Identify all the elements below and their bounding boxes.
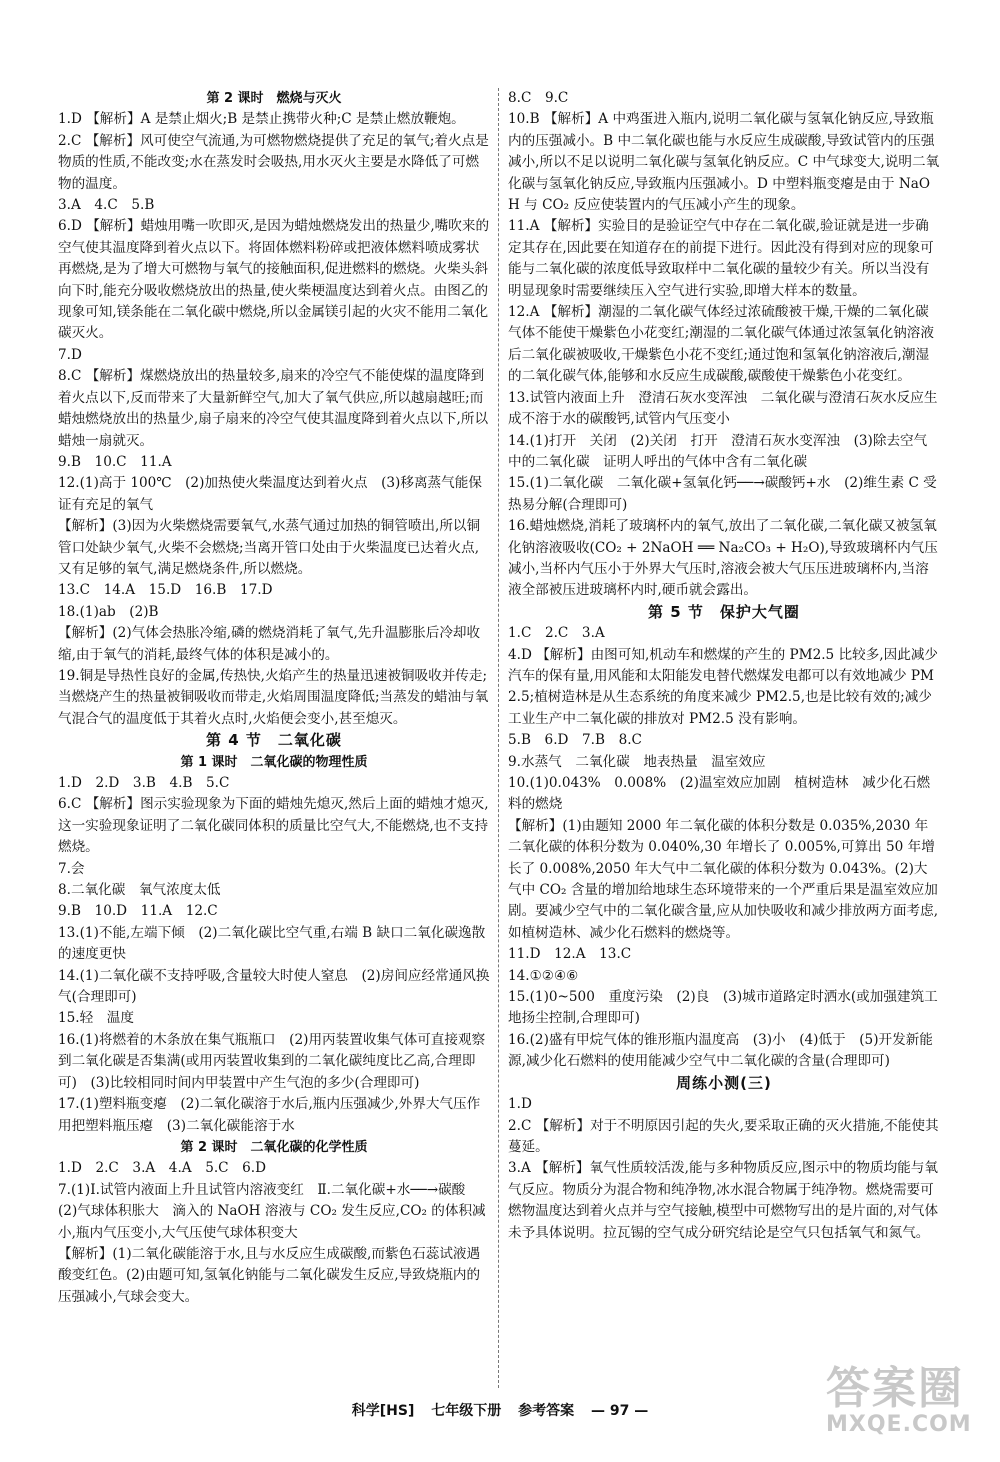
answer-line: 7.(1)Ⅰ.试管内液面上升且试管内溶液变红 Ⅱ.二氧化碳+水──→碳酸 (2)气球体积胀大 滴入的 NaOH 溶液与 CO₂ 发生反应,CO₂ 的体积减小,瓶内气压变小,大气压使气球体积变大	[58, 1181, 486, 1241]
answer-line: 13.(1)不能,左端下倾 (2)二氧化碳比空气重,右端 B 缺口二氧化碳逸散的速度更快	[58, 924, 486, 963]
answer-line: 2.C 【解析】风可使空气流通,为可燃物燃烧提供了充足的氧气;着火点是物质的性质,不能改变;水在蒸发时会吸热,用水灭火主要是水降低了可燃物的温度。	[58, 132, 489, 192]
answer-line: 【解析】(3)因为火柴燃烧需要氧气,水蒸气通过加热的铜管喷出,所以铜管口处缺少氧气,火柴不会燃烧;当离开管口处由于火柴温度已达着火点,又有足够的氧气,满足燃烧条件,所以燃烧。	[58, 518, 481, 577]
answer-line: 11.A 【解析】实验目的是验证空气中存在二氧化碳,验证就是进一步确定其存在,因此要在知道存在的前提下进行。因此没有得到对应的现象可能与二氧化碳的浓度低导致取样中二氧化碳的量较少有关。所以当没有明显现象时需要继续压入空气进行实验,即增大样本的数量。	[508, 218, 934, 299]
page-number: — 97 —	[591, 1403, 649, 1419]
answer-line: 7.会	[58, 860, 85, 877]
answer-line: 8.C 9.C	[508, 90, 569, 106]
watermark-text: 答案圈	[826, 1363, 964, 1414]
answer-line: 1.D 【解析】A 是禁止烟火;B 是禁止携带火种;C 是禁止燃放鞭炮。	[58, 111, 465, 128]
answer-line: 1.D	[508, 1096, 532, 1113]
footer-grade: 七年级下册	[431, 1403, 502, 1419]
answer-line: 15.轻 温度	[58, 1010, 134, 1027]
answer-line: 11.D 12.A 13.C	[508, 946, 632, 963]
answer-line: 6.D 【解析】蜡烛用嘴一吹即灭,是因为蜡烛燃烧发出的热量少,嘴吹来的空气使其温度降到着火点以下。将固体燃料粉碎或把液体燃料喷成雾状再燃烧,是为了增大可燃物与氧气的接触面积,促进燃料的燃烧。火柴头斜向下时,能充分吸收燃烧放出的热量,使火柴梗温度达到着火点。由图乙的现象可知,镁条能在二氧化碳中燃烧,所以金属镁引起的火灾不能用二氧化碳灭火。	[58, 218, 490, 342]
section-title: 第 2 课时 二氧化碳的化学性质	[180, 1139, 368, 1155]
watermark-url: MXQE.COM	[826, 1412, 972, 1437]
left-column	[58, 88, 490, 1308]
answer-line: 15.(1)二氧化碳 二氧化碳+氢氧化钙──→碳酸钙+水 (2)维生素 C 受热易分解(合理即可)	[508, 475, 937, 513]
answer-line: 10.(1)0.043% 0.008% (2)温室效应加剧 植树造林 减少化石燃料的燃烧	[508, 775, 931, 813]
answer-line: 【解析】(1)二氧化碳能溶于水,且与水反应生成碳酸,而紫色石蕊试液遇酸变红色。(2)由题可知,氢氧化钠能与二氧化碳发生反应,导致烧瓶内的压强减小,气球会变大。	[58, 1245, 481, 1305]
answer-line: 17.(1)塑料瓶变瘪 (2)二氧化碳溶于水后,瓶内压强减少,外界大气压作用把塑料瓶压瘪 (3)二氧化碳能溶于水	[58, 1096, 481, 1134]
answer-line: 16.(2)盛有甲烷气体的锥形瓶内温度高 (3)小 (4)低于 (5)开发新能源,减少化石燃料的使用能减少空气中二氧化碳的含量(合理即可)	[508, 1031, 933, 1070]
answer-line: 16.蜡烛燃烧,消耗了玻璃杯内的氧气,放出了二氧化碳,二氧化碳又被氢氧化钠溶液吸收(CO₂ + 2NaOH ══ Na₂CO₃ + H₂O),导致玻璃杯内气压减小,当杯内气压小于外界大气压时,溶液会被大气压压进玻璃杯内,当溶液全部被压进玻璃杯内时,硬币就会露出。	[508, 518, 938, 599]
section-title: 第 4 节 二氧化碳	[206, 731, 342, 750]
answer-line: 3.A 【解析】氧气性质较活泼,能与多种物质反应,图示中的物质均能与氧气反应。物质分为混合物和纯净物,冰水混合物属于纯净物。燃烧需要可燃物温度达到着火点并与空气接触,模型中可燃物写出的是片面的,对气体未予具体说明。拉瓦锡的空气成分研究结论是空气只包括氧气和氮气。	[508, 1160, 939, 1241]
answer-line: 【解析】(1)由题知 2000 年二氧化碳的体积分数是 0.035%,2030 年二氧化碳的体积分数为 0.040%,30 年增长了 0.005%,可算出 50 年增长了 0.008%,2050 年大气中二氧化碳的体积分数为 0.043%。(2)大气中 CO₂ 含量的增加给地球生态环境带来的一个严重后果是温室效应加剧。要减少空气中的二氧化碳含量,应从加快吸收和减少排放两方面考虑,如植树造林、减少化石燃料的燃烧等。	[508, 817, 939, 941]
answer-line: 10.B 【解析】A 中鸡蛋进入瓶内,说明二氧化碳与氢氧化钠反应,导致瓶内的压强减小。B 中二氧化碳也能与水反应生成碳酸,导致试管内的压强减小,所以不足以说明二氧化碳与氢氧化钠反应。C 中气球变大,说明二氧化碳与氢氧化钠反应,导致瓶内压强减小。D 中塑料瓶变瘪是由于 NaOH 与 CO₂ 反应使装置内的气压减小产生的现象。	[508, 111, 940, 214]
right-column	[508, 88, 940, 1244]
section-title: 第 1 课时 二氧化碳的物理性质	[180, 754, 368, 770]
section-title: 周练小测(三)	[676, 1073, 772, 1092]
watermark-logo	[826, 1363, 976, 1437]
answer-line: 13.试管内液面上升 澄清石灰水变浑浊 二氧化碳与澄清石灰水反应生成不溶于水的碳酸钙,试管内气压变小	[508, 389, 938, 428]
answer-line: 14.(1)打开 关闭 (2)关闭 打开 澄清石灰水变浑浊 (3)除去空气中的二氧化碳 证明人呼出的气体中含有二氧化碳	[508, 432, 928, 470]
answer-line: 9.B 10.D 11.A 12.C	[58, 903, 218, 920]
answer-line: 16.(1)将燃着的木条放在集气瓶瓶口 (2)用丙装置收集气体可直接观察到二氧化碳是否集满(或用丙装置收集到的二氧化碳纯度比乙高,合理即可) (3)比较相同时间内甲装置中产生气泡的多少(合理即可)	[58, 1031, 486, 1091]
answer-line: 14.①②④⑥	[508, 967, 579, 984]
answer-line: 8.C 【解析】煤燃烧放出的热量较多,扇来的冷空气不能使煤的温度降到着火点以下,反而带来了大量新鲜空气,加大了氧气供应,所以越扇越旺;而蜡烛燃烧放出的热量少,扇子扇来的冷空气使其温度降到着火点以下,所以蜡烛一扇就灭。	[58, 368, 489, 449]
section-title: 第 5 节 保护大气圈	[648, 602, 800, 621]
answer-line: 19.铜是导热性良好的金属,传热快,火焰产生的热量迅速被铜吸收并传走;当燃烧产生的热量被铜吸收而带走,火焰周围温度降低;当蒸发的蜡油与氧气混合气的温度低于其着火点时,火焰便会变小,甚至熄灭。	[58, 667, 489, 727]
answer-line: 14.(1)二氧化碳不支持呼吸,含量较大时使人窒息 (2)房间应经常通风换气(合理即可)	[58, 967, 490, 1006]
answer-line: 1.D 2.C 3.A 4.A 5.C 6.D	[58, 1160, 267, 1177]
footer-section: 参考答案	[518, 1403, 575, 1419]
answer-line: 【解析】(2)气体会热胀冷缩,磷的燃烧消耗了氧气,先升温膨胀后冷却收缩,由于氧气的消耗,最终气体的体积是减小的。	[58, 625, 481, 663]
answer-line: 4.D 【解析】由图可知,机动车和燃煤的产生的 PM2.5 比较多,因此减少汽车的保有量,用风能和太阳能发电替代燃煤发电都可以有效地减少 PM2.5;植树造林是从生态系统的角度来减少 PM2.5,也是比较有效的;减少工业生产中二氧化碳的排放对 PM2.5 没有影响。	[508, 646, 938, 727]
answer-line: 9.B 10.C 11.A	[58, 453, 172, 470]
answer-line: 5.B 6.D 7.B 8.C	[508, 732, 642, 749]
answer-line: 7.D	[58, 346, 82, 363]
answer-line: 12.A 【解析】潮湿的二氧化碳气体经过浓硫酸被干燥,干燥的二氧化碳气体不能使干燥紫色小花变红;潮湿的二氧化碳气体通过浓氢氧化钠溶液后二氧化碳被吸收,干燥紫色小花不变红;通过饱和氢氧化钠溶液后,潮湿的二氧化碳气体,能够和水反应生成碳酸,碳酸使干燥紫色小花变红。	[508, 304, 934, 385]
answer-line: 12.(1)高于 100℃ (2)加热使火柴温度达到着火点 (3)移离蒸气能保证有充足的氧气	[58, 475, 482, 513]
answer-line: 13.C 14.A 15.D 16.B 17.D	[58, 582, 273, 599]
answer-line: 2.C 【解析】对于不明原因引起的失火,要采取正确的灭火措施,不能使其蔓延。	[508, 1117, 939, 1155]
answer-line: 1.C 2.C 3.A	[508, 625, 605, 642]
answer-line: 15.(1)0~500 重度污染 (2)良 (3)城市道路定时洒水(或加强建筑工地扬尘控制,合理即可)	[508, 989, 938, 1027]
answer-line: 1.D 2.D 3.B 4.B 5.C	[58, 775, 230, 791]
answer-line: 18.(1)ab (2)B	[58, 603, 159, 620]
column-divider	[498, 88, 499, 1388]
answer-line: 8.二氧化碳 氧气浓度太低	[58, 882, 221, 899]
answer-line: 3.A 4.C 5.B	[58, 197, 155, 214]
answer-line: 6.C 【解析】图示实验现象为下面的蜡烛先熄灭,然后上面的蜡烛才熄灭,这一实验现象证明了二氧化碳同体积的质量比空气大,不能燃烧,也不支持燃烧。	[58, 796, 489, 856]
footer-subject: 科学[HS]	[351, 1403, 415, 1419]
section-title: 第 2 课时 燃烧与灭火	[206, 91, 342, 106]
answer-line: 9.水蒸气 二氧化碳 地表热量 温室效应	[508, 753, 766, 770]
